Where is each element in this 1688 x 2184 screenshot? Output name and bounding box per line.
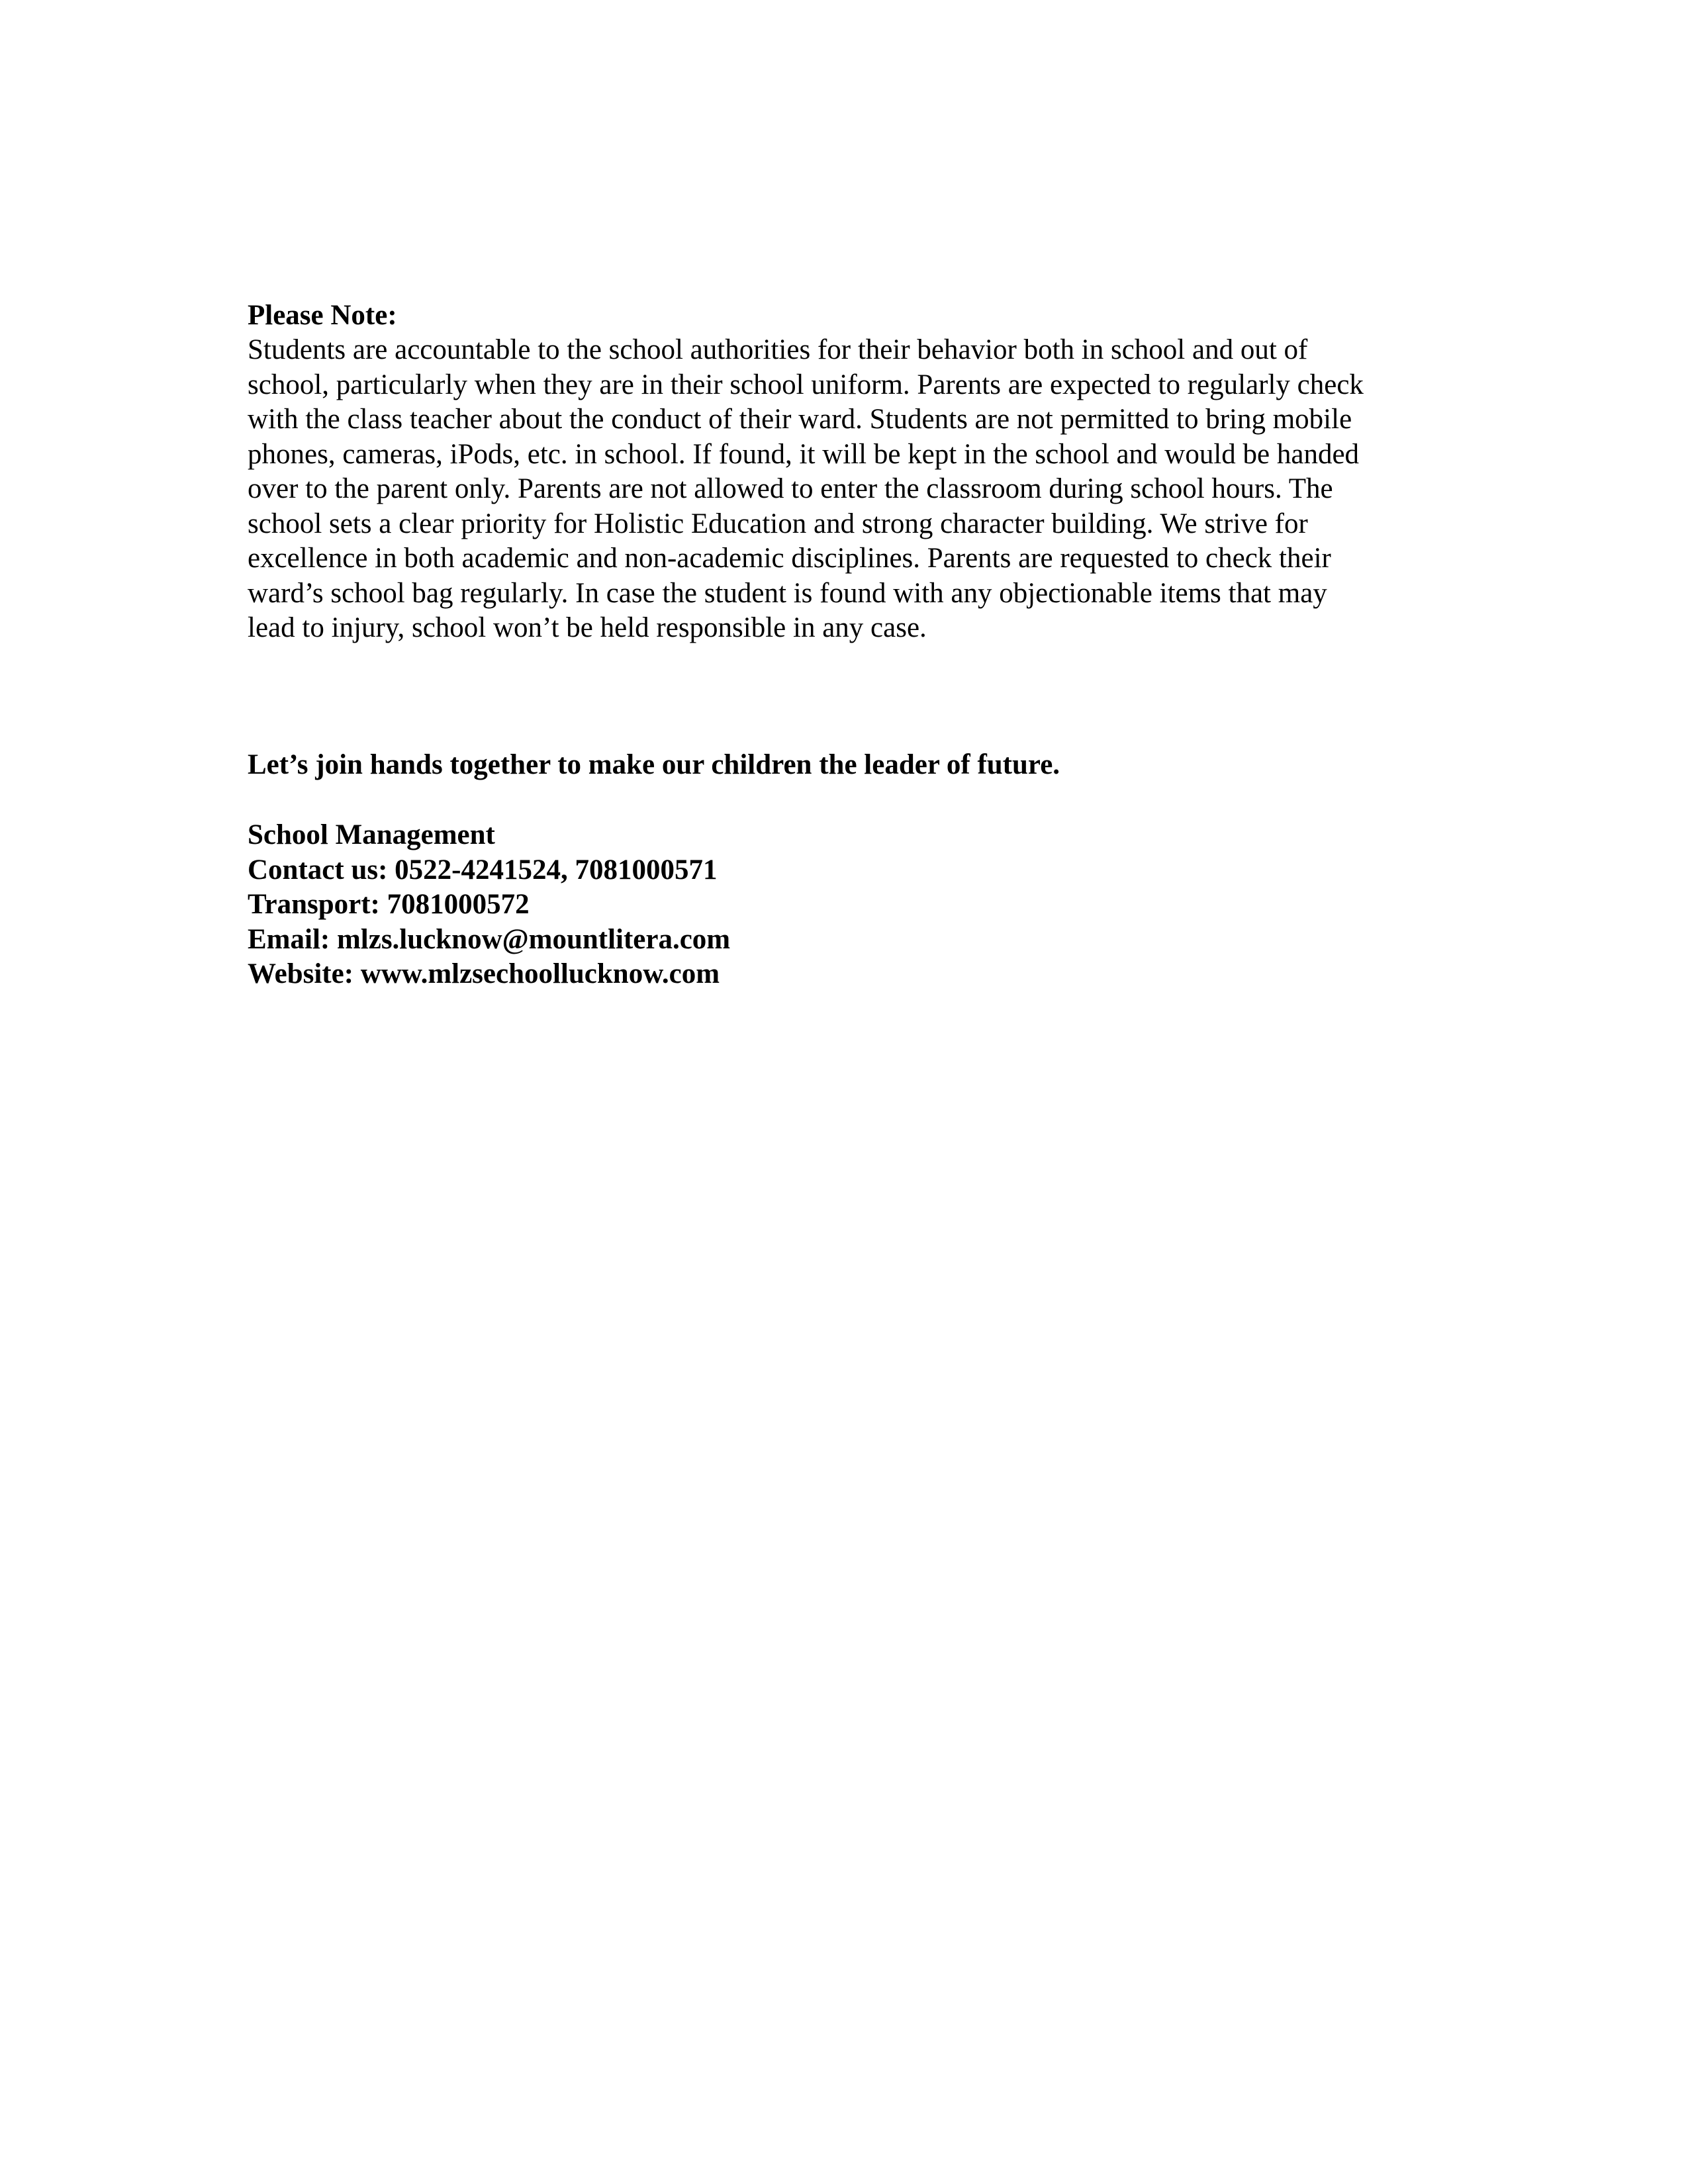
note-line: Students are accountable to the school authorities for their behavior both in school and out of <box>248 334 1308 365</box>
note-line: lead to injury, school won’t be held responsible in any case. <box>248 612 927 643</box>
note-body <box>248 333 1452 646</box>
note-line: over to the parent only. Parents are not allowed to enter the classroom during school hours. The <box>248 473 1333 504</box>
note-line: phones, cameras, iPods, etc. in school. If found, it will be kept in the school and would be handed <box>248 438 1360 470</box>
sender-name: School Management <box>248 819 495 850</box>
document-page <box>248 298 1452 989</box>
note-line: ward’s school bag regularly. In case the student is found with any objectionable items that may <box>248 577 1327 609</box>
slogan: Let’s join hands together to make our children the leader of future. <box>248 749 1060 780</box>
transport-phone: Transport: 7081000572 <box>248 889 530 920</box>
note-heading: Please Note: <box>248 300 397 331</box>
note-line: school sets a clear priority for Holistic Education and strong character building. We strive for <box>248 508 1308 539</box>
contact-email: Email: mlzs.lucknow@mountlitera.com <box>248 923 731 955</box>
note-line: school, particularly when they are in their school uniform. Parents are expected to regularly check <box>248 369 1364 400</box>
contact-phone: Contact us: 0522-4241524, 7081000571 <box>248 854 718 886</box>
signature-block <box>248 818 730 992</box>
note-line: with the class teacher about the conduct of their ward. Students are not permitted to bring mobile <box>248 404 1352 435</box>
note-line: excellence in both academic and non-academic disciplines. Parents are requested to check their <box>248 543 1331 574</box>
website-link: Website: www.mlzsechoollucknow.com <box>248 958 720 989</box>
